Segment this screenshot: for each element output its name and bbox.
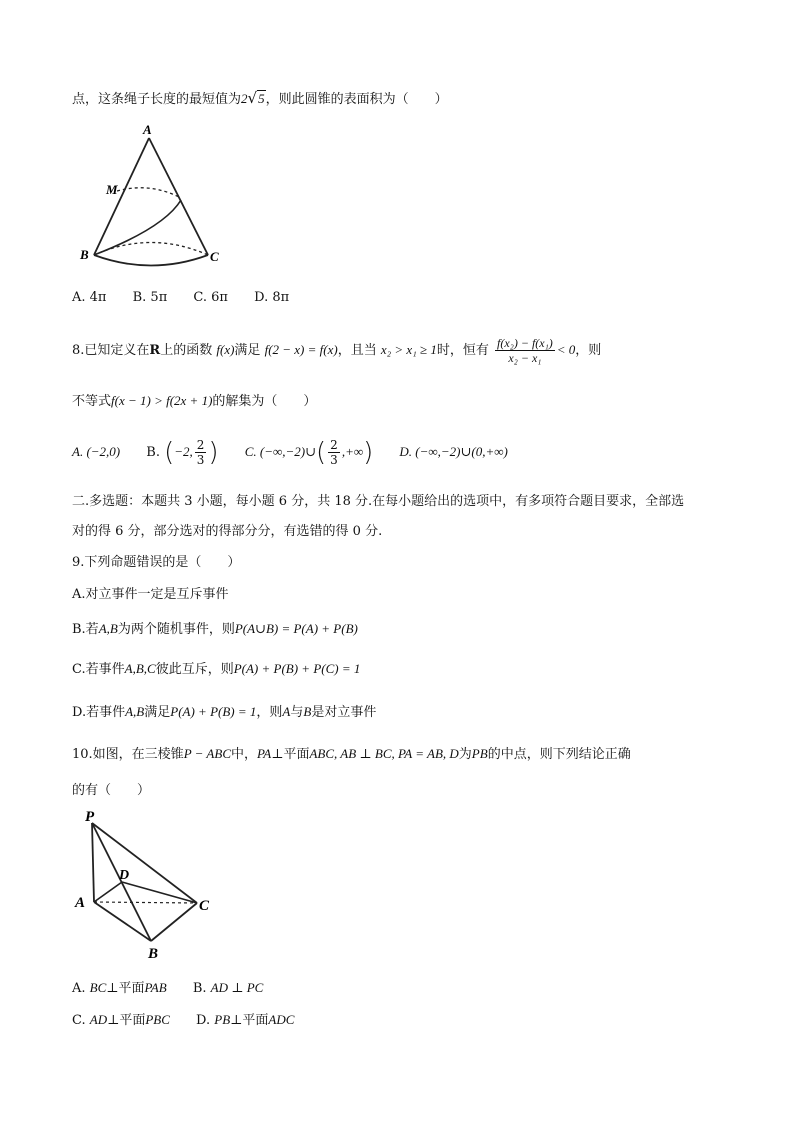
q9-b-vars: A,B (98, 621, 118, 636)
q7-stem-text: 点，这条绳子长度的最短值为 (72, 92, 242, 107)
q10-d-text: ⊥平面 (230, 1013, 269, 1028)
q8-option-c-right: ,+∞ (341, 444, 364, 459)
q7-label-A: A (143, 122, 152, 137)
q10-text-4: 为 (458, 747, 472, 762)
q8-stem-text-5: 时，恒有 (436, 343, 489, 358)
q9-d-text-2: 满足 (144, 705, 171, 720)
q7-option-c[interactable]: C. 6π (193, 290, 228, 305)
q8-option-b-label: B. (146, 445, 160, 460)
q7-option-b[interactable]: B. 5π (132, 290, 168, 305)
q10-d-label: D. (196, 1013, 211, 1028)
q8-stem-text-4: ，且当 (337, 343, 377, 358)
q9-d-equation: P(A) + P(B) = 1 (170, 704, 257, 719)
q8-stem-text-2: 上的函数 (160, 343, 213, 358)
q10-var-4: PB (471, 746, 488, 761)
q10-option-a[interactable] (72, 977, 167, 996)
q7-label-B: B (80, 247, 89, 262)
q8-option-d[interactable]: D. (−∞,−2)∪(0,+∞) (399, 444, 508, 459)
q9-option-c[interactable] (72, 658, 360, 677)
q8-stem (72, 336, 601, 365)
q7-label-C: C (210, 249, 219, 264)
q8-frac-denominator: x₂ − x₁ (508, 351, 542, 365)
q8-option-c-num: 2 (330, 438, 338, 452)
q10-text-3: ⊥平面 (271, 747, 310, 762)
q10-pyramid-figure (72, 806, 222, 966)
q9-option-a[interactable]: A.对立事件一定是互斥事件 (72, 587, 229, 602)
q8-option-b-frac (195, 438, 207, 467)
q9-option-d[interactable] (72, 701, 376, 720)
q9-c-equation: P(A) + P(B) + P(C) = 1 (233, 661, 361, 676)
q8-option-c-den: 3 (330, 453, 338, 467)
q10-option-b[interactable] (193, 980, 264, 996)
q8-fraction (495, 336, 555, 365)
q9-b-equation: P(A∪B) = P(A) + P(B) (234, 621, 358, 636)
q7-stem-text-2: ，则此圆锥的表面积为（ ） (265, 92, 448, 107)
q7-options (72, 290, 311, 305)
q9-d-vars: A,B (125, 704, 145, 719)
q8-frac-numerator: f(x₂) − f(x₁) (497, 336, 553, 350)
q7-option-d[interactable]: D. 8π (254, 290, 290, 305)
q8-line2-text: 不等式 (72, 394, 112, 409)
q8-option-a[interactable]: A. (−2,0) (72, 444, 121, 459)
q9-c-text-2: 彼此互斥，则 (155, 662, 234, 677)
q10-stem (72, 743, 631, 762)
q8-option-b-den: 3 (196, 453, 205, 467)
q10-a-text: ⊥平面 (106, 981, 145, 996)
q10-label-A: A (75, 895, 86, 911)
q8-option-c[interactable]: C. (−∞,−2)∪( $\frac{2}{3}$ ,+∞) (244, 437, 374, 468)
q10-label-B: B (148, 946, 159, 962)
q8-options (72, 438, 530, 467)
q10-b-expr: AD ⊥ PC (210, 980, 264, 995)
q9-c-text: C.若事件 (72, 662, 125, 677)
q10-label-C: C (199, 898, 210, 914)
q9-d-var-a: A (282, 704, 291, 719)
section-header-line1: 二.多选题：本题共 3 小题，每小题 6 分，共 18 分.在每小题给出的选项中，有多项符合题目要求，全部选 (72, 494, 685, 509)
q8-stem-text-6: ，则 (575, 343, 602, 358)
q8-option-b[interactable]: B. (−2, $\frac{2}{3}$ ) (146, 437, 219, 468)
q8-real-set: R (149, 343, 161, 358)
q10-options-row2 (72, 1009, 316, 1028)
q8-line2-text-2: 的解集为（ ） (212, 394, 317, 409)
q10-option-d[interactable] (196, 1009, 294, 1028)
q8-option-c-frac (328, 438, 340, 467)
q10-d-var-1: PB (214, 1012, 231, 1027)
q7-stem (72, 88, 448, 107)
q9-d-text-4: 与 (290, 705, 304, 720)
q10-d-var-2: ADC (268, 1012, 295, 1027)
section-header-line2: 对的得 6 分，部分选对的得部分分，有选错的得 0 分. (72, 524, 383, 539)
sqrt-icon: √ (247, 89, 258, 107)
q9-b-text-2: 为两个随机事件，则 (117, 622, 235, 637)
q10-b-label: B. (192, 981, 207, 996)
q10-a-var-2: PAB (144, 980, 167, 995)
q8-equation: f(2 − x) = f(x) (264, 342, 338, 357)
q9-option-b[interactable] (72, 618, 358, 637)
q8-option-b-left: −2, (174, 444, 193, 459)
q7-sqrt-radicand: 5 (258, 91, 265, 106)
q10-c-text: ⊥平面 (107, 1013, 146, 1028)
q8-frac-relation: < 0 (556, 342, 576, 357)
q8-stem-text: 8.已知定义在 (72, 343, 150, 358)
q10-options-row1 (72, 977, 285, 996)
q8-option-b-num: 2 (196, 438, 205, 452)
q10-stem-line2: 的有（ ） (72, 783, 151, 798)
q8-option-c-left: C. (−∞,−2)∪ (244, 444, 317, 459)
q10-label-P: P (85, 809, 95, 825)
q10-text-1: 10.如图，在三棱锥 (72, 747, 184, 762)
q7-label-M: M (106, 182, 118, 197)
q9-d-var-b: B (303, 704, 312, 719)
q9-b-text: B.若 (72, 622, 99, 637)
q9-stem: 9.下列命题错误的是（ ） (72, 555, 241, 570)
q8-condition: x₂ > x₁ ≥ 1 (380, 342, 437, 357)
q10-var-1: P − ABC (183, 746, 231, 761)
q10-var-2: PA (257, 746, 272, 761)
q8-stem-text-3: 满足 (234, 343, 261, 358)
q10-label-D: D (119, 868, 130, 883)
q7-sqrt-coef: 2 (241, 91, 248, 106)
q9-d-text: D.若事件 (72, 705, 126, 720)
q10-text-5: 的中点，则下列结论正确 (487, 747, 631, 762)
q9-d-text-3: ，则 (256, 705, 283, 720)
q10-text-2: 中， (230, 747, 257, 762)
q8-stem-line2 (72, 390, 316, 409)
q7-option-a[interactable]: A. 4π (72, 290, 107, 305)
q7-cone-figure (72, 118, 232, 278)
q8-inequality: f(x − 1) > f(2x + 1) (111, 393, 213, 408)
q8-fx: f(x) (216, 342, 235, 357)
q10-c-var-1: AD (89, 1012, 108, 1027)
q9-d-text-5: 是对立事件 (311, 705, 377, 720)
q10-c-var-2: PBC (145, 1012, 170, 1027)
q10-var-3: ABC, AB ⊥ BC, PA = AB, D (309, 746, 459, 761)
q10-a-label: A. (72, 981, 86, 996)
q10-a-var-1: BC (89, 980, 107, 995)
q9-c-vars: A,B,C (124, 661, 156, 676)
q10-c-label: C. (72, 1013, 86, 1028)
q10-option-c[interactable] (72, 1009, 170, 1028)
